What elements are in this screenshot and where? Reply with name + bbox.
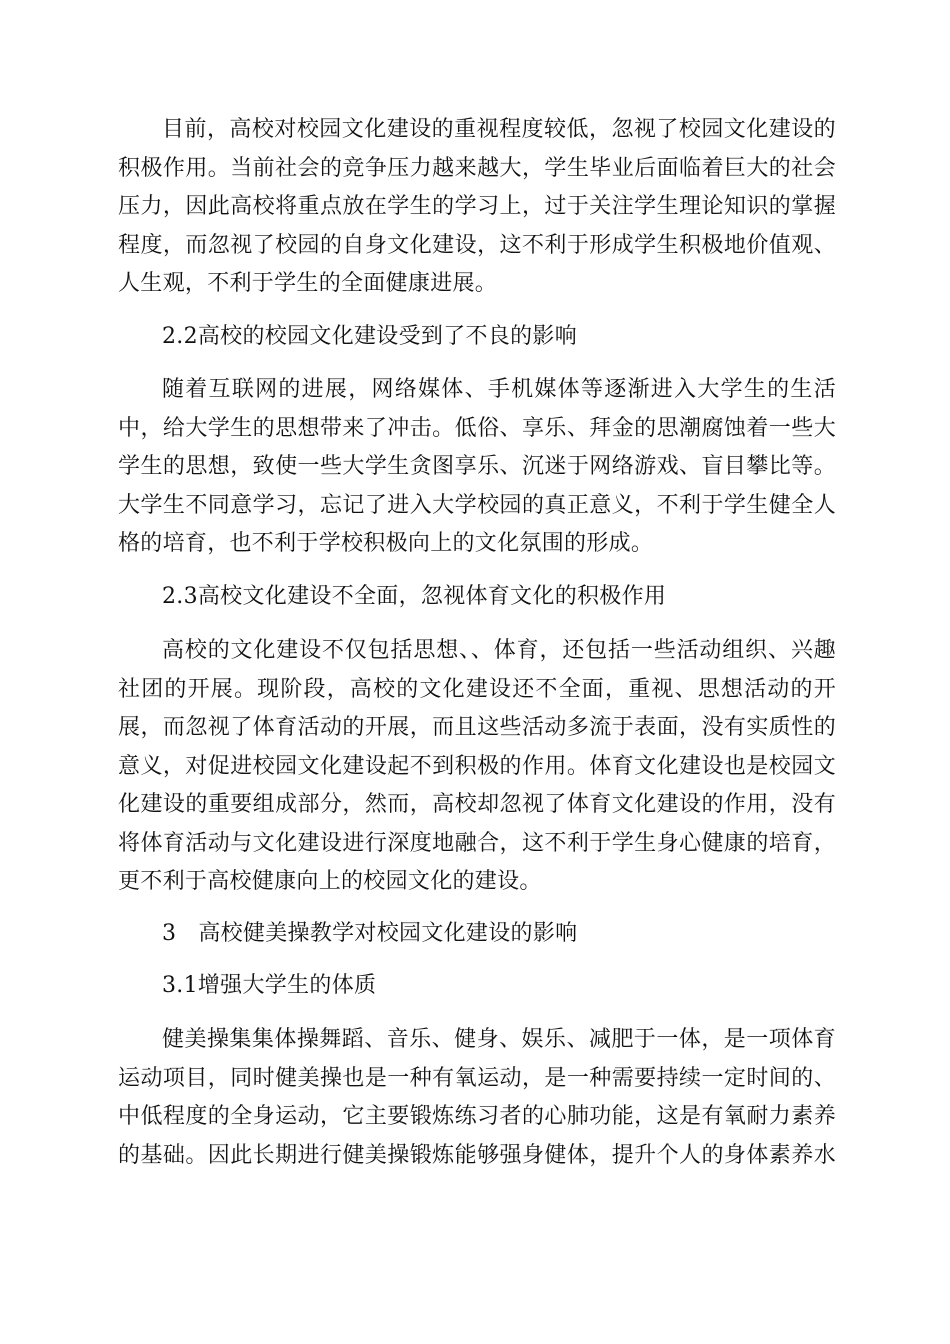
text-line: 化建设的重要组成部分，然而，高校却忽视了体育文化建设的作用，没有 [118,792,836,817]
text-line: 随着互联网的进展，网络媒体、手机媒体等逐渐进入大学生的生活 [162,377,836,402]
section-heading-2-3: 2.3高校文化建设不全面，忽视体育文化的积极作用 [162,584,667,609]
text-line: 意义，对促进校园文化建设起不到积极的作用。体育文化建设也是校园文 [118,753,836,779]
text-line: 展，而忽视了体育活动的开展，而且这些活动多流于表面，没有实质性的 [118,715,836,740]
section-title: 高校健美操教学对校园文化建设的影响 [198,921,578,946]
text-line: 高校的文化建设不仅包括思想、、体育，还包括一些活动组织、兴趣 [162,638,836,663]
text-line: 运动项目，同时健美操也是一种有氧运动，是一种需要持续一定时间的、 [118,1065,836,1091]
text-line: 更不利于高校健康向上的校园文化的建设。 [118,869,542,894]
text-line: 程度，而忽视了校园的自身文化建设，这不利于形成学生积极地价值观、 [118,232,836,258]
paragraph-incomplete-culture [118,632,836,902]
text-line: 人生观，不利于学生的全面健康进展。 [118,271,498,296]
text-line: 学生的思想，致使一些大学生贪图享乐、沉迷于网络游戏、盲目攀比等。 [118,454,836,479]
section-number: 3 [162,921,177,946]
section-heading-2-2: 2.2高校的校园文化建设受到了不良的影响 [162,324,577,349]
text-line: 健美操集集体操舞蹈、音乐、健身、娱乐、减肥于一体，是一项体育 [162,1027,836,1052]
paragraph-current-situation [118,111,836,304]
text-line: 目前，高校对校园文化建设的重视程度较低，忽视了校园文化建设的 [162,117,836,142]
text-line: 压力，因此高校将重点放在学生的学习上，过于关注学生理论知识的掌握 [118,194,836,219]
section-heading-3-1: 3.1增强大学生的体质 [162,973,377,998]
paragraph-bad-influence [118,371,836,564]
text-line: 的基础。因此长期进行健美操锻炼能够强身健体，提升个人的身体素养水 [118,1142,836,1168]
text-line: 将体育活动与文化建设进行深度地融合，这不利于学生身心健康的培育， [118,830,836,856]
text-line: 格的培育，也不利于学校积极向上的文化氛围的形成。 [118,531,654,556]
text-line: 积极作用。当前社会的竞争压力越来越大，学生毕业后面临着巨大的社会 [118,155,836,181]
text-line: 中低程度的全身运动，它主要锻炼练习者的心肺功能，这是有氧耐力素养 [118,1104,836,1129]
paragraph-aerobics [118,1021,836,1175]
text-line: 大学生不同意学习，忘记了进入大学校园的真正意义，不利于学生健全人 [118,492,836,518]
section-heading-3 [162,915,577,953]
text-line: 中，给大学生的思想带来了冲击。低俗、享乐、拜金的思潮腐蚀着一些大 [118,415,836,441]
text-line: 社团的开展。现阶段，高校的文化建设还不全面，重视、思想活动的开 [118,676,836,702]
